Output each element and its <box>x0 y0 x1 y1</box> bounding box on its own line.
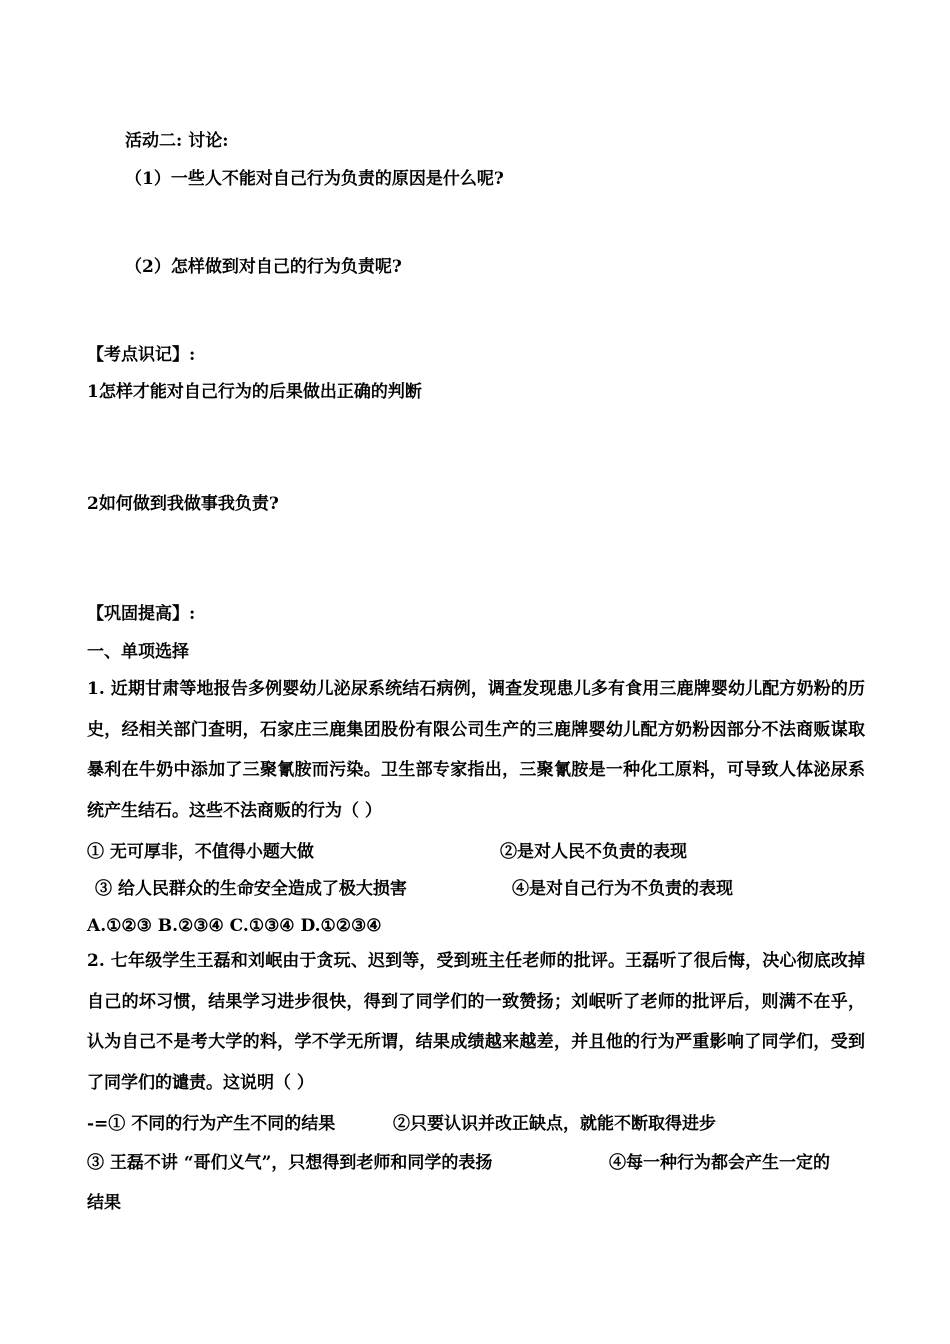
q2-option-3: ③ 王磊不讲 “哥们义气”，只想得到老师和同学的表扬 <box>87 1153 493 1173</box>
question-2-stem: 2. 七年级学生王磊和刘岷由于贪玩、迟到等，受到班主任老师的批评。王磊听了很后悔，决心彻底改掉自己的坏习惯，结果学习进步很快，得到了同学们的一致赞扬；刘岷听了老师的批评后，则满不在乎，认为自己不是考大学的料，学不学无所谓，结果成绩越来越差，并且他的行为严重影响了同学们，受到了同学们的谴责。这说明（ ） <box>87 951 865 1093</box>
key-point-1: 1怎样才能对自己行为的后果做出正确的判断 <box>87 382 422 402</box>
q2-option-1: -=① 不同的行为产生不同的结果 <box>87 1114 336 1134</box>
activity2-title: 活动二: 讨论: <box>125 131 229 151</box>
key-point-2: 2如何做到我做事我负责? <box>87 494 279 514</box>
consolidate-heading: 【巩固提高】: <box>87 604 196 624</box>
q2-option-2: ②只要认识并改正缺点，就能不断取得进步 <box>393 1114 716 1134</box>
section-heading: 一、单项选择 <box>87 642 189 662</box>
q1-option-1: ① 无可厚非，不值得小题大做 <box>87 842 314 862</box>
q1-option-4: ④是对自己行为不负责的表现 <box>512 879 733 899</box>
q2-option-4-continued: 结果 <box>87 1193 121 1213</box>
q2-option-4: ④每一种行为都会产生一定的 <box>609 1153 830 1173</box>
q1-answer-choices: A.①②③ B.②③④ C.①③④ D.①②③④ <box>87 916 382 936</box>
q1-option-3: ③ 给人民群众的生命安全造成了极大损害 <box>95 879 407 899</box>
key-points-heading: 【考点识记】: <box>87 345 196 365</box>
discussion-question-2: （2）怎样做到对自己的行为负责呢? <box>125 257 402 277</box>
q1-option-2: ②是对人民不负责的表现 <box>500 842 687 862</box>
discussion-question-1: （1）一些人不能对自己行为负责的原因是什么呢? <box>125 169 504 189</box>
question-1-stem: 1. 近期甘肃等地报告多例婴幼儿泌尿系统结石病例，调查发现患儿多有食用三鹿牌婴幼儿配方奶粉的历史，经相关部门查明，石家庄三鹿集团股份有限公司生产的三鹿牌婴幼儿配方奶粉因部分不法商贩谋取暴利在牛奶中添加了三聚氰胺而污染。卫生部专家指出，三聚氰胺是一种化工原料，可导致人体泌尿系统产生结石。这些不法商贩的行为（ ） <box>87 679 865 821</box>
